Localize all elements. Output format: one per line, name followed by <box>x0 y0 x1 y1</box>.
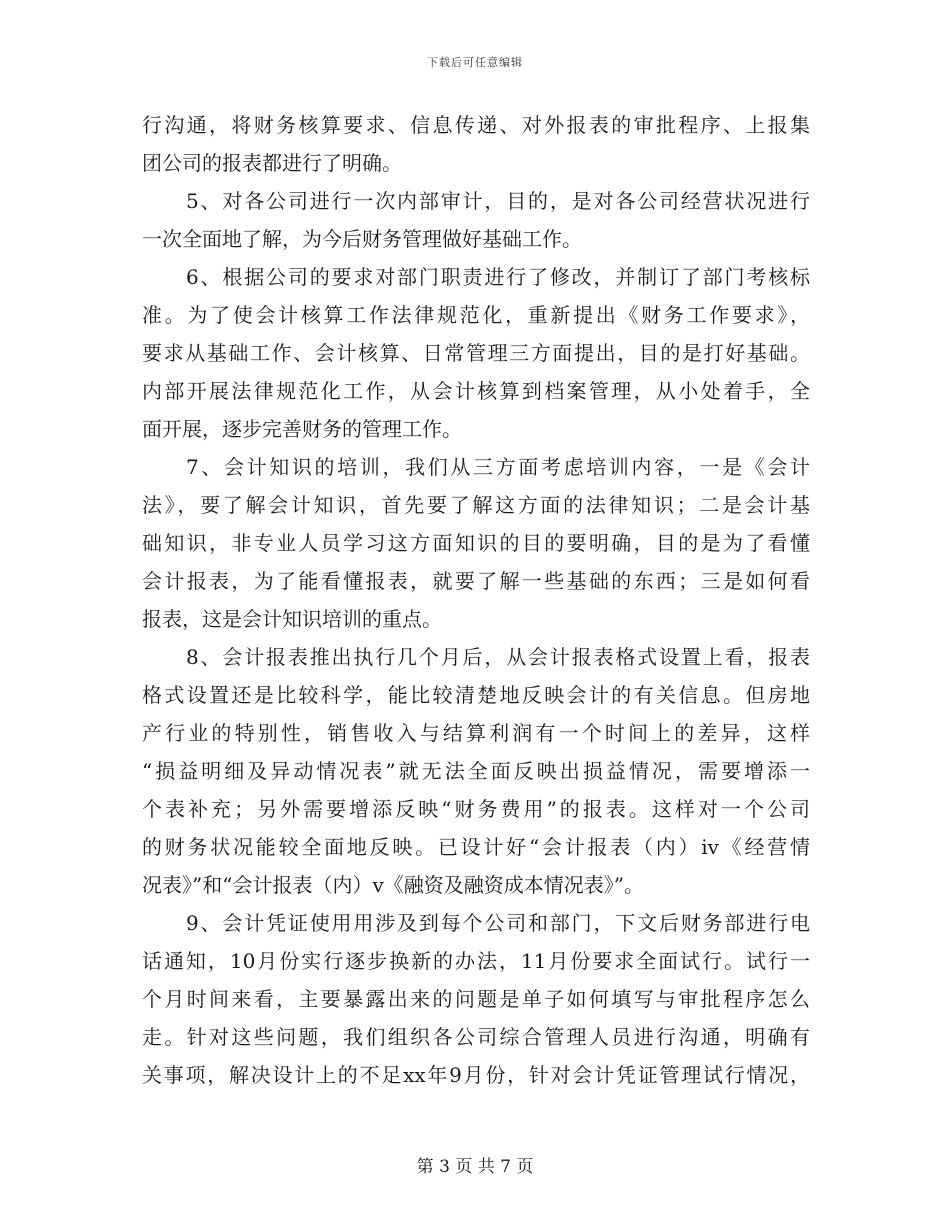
body-line: 9、会计凭证使用用涉及到每个公司和部门，下文后财务部进行电 <box>186 911 810 935</box>
body-line: 要求从基础工作、会计核算、日常管理三方面提出，目的是打好基础。 <box>142 341 810 365</box>
body-line: “损益明细及异动情况表”就无法全面反映出损益情况，需要增添一 <box>142 759 810 783</box>
body-line: 关事项，解决设计上的不足xx年9月份，针对会计凭证管理试行情况， <box>142 1063 810 1087</box>
body-line: 面开展，逐步完善财务的管理工作。 <box>142 417 462 441</box>
body-line: 格式设置还是比较科学，能比较清楚地反映会计的有关信息。但房地 <box>142 683 810 707</box>
body-line: 内部开展法律规范化工作，从会计核算到档案管理，从小处着手，全 <box>142 379 810 403</box>
body-line: 础知识，非专业人员学习这方面知识的目的要明确，目的是为了看懂 <box>142 531 810 555</box>
page-header-note: 下载后可任意编辑 <box>427 56 523 69</box>
body-line: 8、会计报表推出执行几个月后，从会计报表格式设置上看，报表 <box>186 645 810 669</box>
body-line: 7、会计知识的培训，我们从三方面考虑培训内容，一是《会计 <box>186 455 810 479</box>
body-line: 一次全面地了解，为今后财务管理做好基础工作。 <box>142 227 582 251</box>
body-line: 会计报表，为了能看懂报表，就要了解一些基础的东西；三是如何看 <box>142 569 810 593</box>
body-line: 的财务状况能较全面地反映。已设计好“会计报表（内）iv《经营情 <box>142 835 810 859</box>
body-line: 团公司的报表都进行了明确。 <box>142 151 402 175</box>
body-line: 走。针对这些问题，我们组织各公司综合管理人员进行沟通，明确有 <box>142 1025 810 1049</box>
body-line: 话通知，10月份实行逐步换新的办法，11月份要求全面试行。试行一 <box>142 949 810 973</box>
body-line: 6、根据公司的要求对部门职责进行了修改，并制订了部门考核标 <box>186 265 810 289</box>
body-line: 5、对各公司进行一次内部审计，目的，是对各公司经营状况进行 <box>186 189 810 213</box>
body-line: 准。为了使会计核算工作法律规范化，重新提出《财务工作要求》， <box>142 303 810 327</box>
body-line: 法》，要了解会计知识，首先要了解这方面的法律知识；二是会计基 <box>142 493 810 517</box>
document-body <box>142 106 810 1094</box>
body-line: 行沟通，将财务核算要求、信息传递、对外报表的审批程序、上报集 <box>142 113 810 137</box>
body-line: 产行业的特别性，销售收入与结算利润有一个时间上的差异，这样 <box>142 721 810 745</box>
body-line: 个月时间来看，主要暴露出来的问题是单子如何填写与审批程序怎么 <box>142 987 810 1011</box>
page-number-footer: 第 3 页 共 7 页 <box>416 1157 534 1177</box>
body-line: 况表》”和“会计报表（内）v《融资及融资成本情况表》”。 <box>142 873 644 897</box>
body-line: 个表补充；另外需要增添反映“财务费用”的报表。这样对一个公司 <box>142 797 810 821</box>
body-line: 报表，这是会计知识培训的重点。 <box>142 607 442 631</box>
